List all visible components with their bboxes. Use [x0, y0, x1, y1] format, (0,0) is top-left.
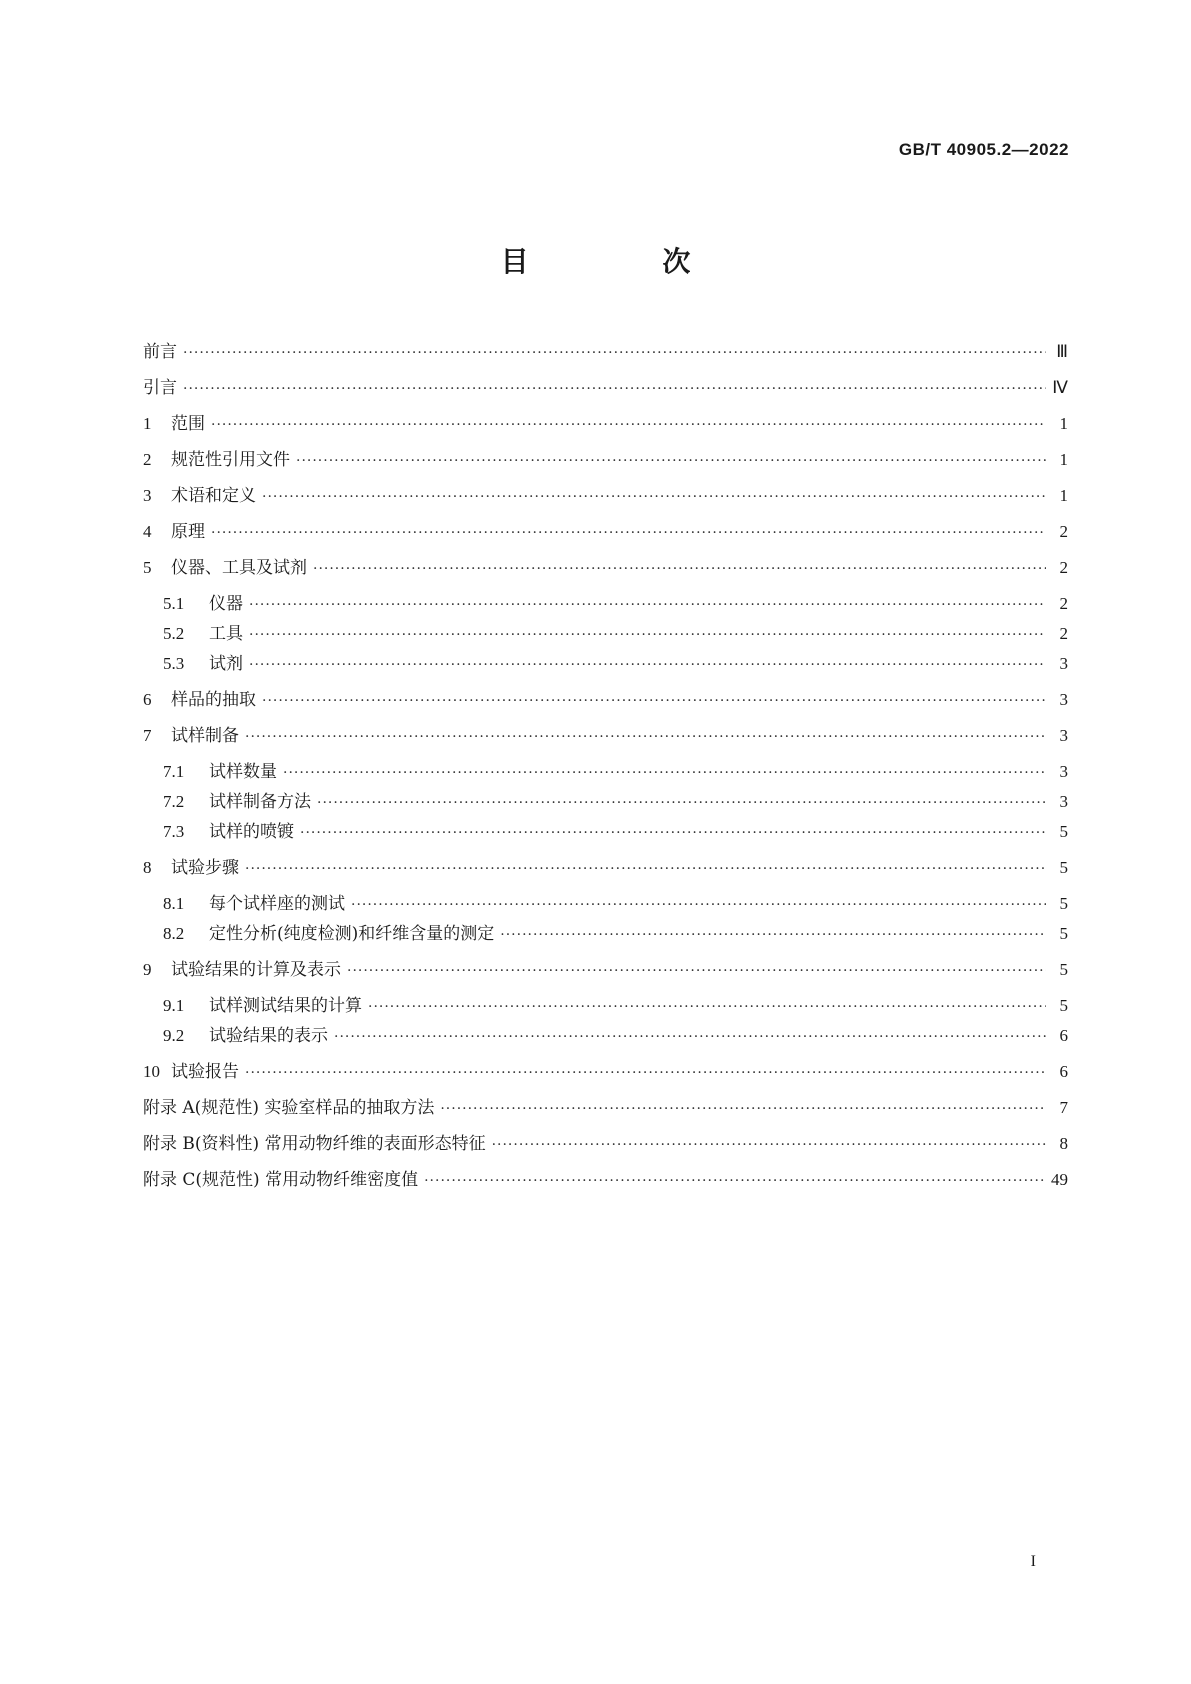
toc-entry-page: 3: [1059, 792, 1068, 811]
toc-entry-page: 3: [1059, 690, 1068, 709]
toc-entry-label: 附录 B(资料性) 常用动物纤维的表面形态特征: [143, 1134, 486, 1154]
toc-leader-dots: [245, 861, 1046, 877]
toc-entry-page: 2: [1059, 624, 1068, 643]
table-of-contents: [143, 337, 1068, 1195]
toc-entry-label: 试验步骤: [171, 858, 239, 878]
toc-entry[interactable]: [143, 1129, 1068, 1159]
toc-entry-number: 7: [143, 726, 152, 745]
toc-leader-dots: [440, 1101, 1046, 1117]
toc-entry-label: 原理: [171, 522, 205, 542]
toc-entry-label: 附录 C(规范性) 常用动物纤维密度值: [143, 1170, 419, 1190]
toc-title: 目 次: [500, 245, 753, 278]
footer-page-number: I: [1030, 1553, 1036, 1570]
toc-leader-dots: [262, 693, 1046, 709]
toc-entry-label: 试样测试结果的计算: [209, 996, 362, 1016]
toc-leader-dots: [300, 825, 1046, 841]
toc-leader-dots: [249, 657, 1046, 673]
toc-entry-page: 5: [1059, 960, 1068, 979]
toc-entry-number: 5.2: [163, 624, 185, 643]
toc-leader-dots: [347, 963, 1046, 979]
toc-entry-page: 3: [1059, 726, 1068, 745]
toc-entry-number: 9: [143, 960, 152, 979]
toc-leader-dots: [211, 525, 1046, 541]
toc-entry-page: 6: [1059, 1062, 1068, 1081]
toc-leader-dots: [296, 453, 1046, 469]
toc-entry-label: 前言: [143, 342, 177, 362]
toc-entry-label: 试样的喷镀: [209, 822, 294, 842]
toc-entry-number: 9.1: [163, 996, 185, 1015]
toc-entry[interactable]: [143, 955, 1068, 985]
toc-entry-page: 3: [1059, 762, 1068, 781]
toc-entry-label: 试验结果的计算及表示: [171, 960, 341, 980]
toc-entry[interactable]: [143, 337, 1068, 367]
toc-entry-page: 2: [1059, 558, 1068, 577]
toc-entry[interactable]: [143, 685, 1068, 715]
toc-leader-dots: [245, 1065, 1046, 1081]
toc-entry-label: 附录 A(规范性) 实验室样品的抽取方法: [143, 1098, 435, 1118]
toc-leader-dots: [245, 729, 1046, 745]
toc-leader-dots: [183, 345, 1046, 361]
toc-subentry[interactable]: [143, 889, 1068, 919]
toc-entry-page: 1: [1059, 486, 1068, 505]
toc-entry-page: 6: [1059, 1026, 1068, 1045]
document-code: GB/T 40905.2—2022: [898, 140, 1069, 159]
toc-entry[interactable]: [143, 553, 1068, 583]
toc-entry-number: 4: [143, 522, 152, 541]
toc-leader-dots: [313, 561, 1046, 577]
toc-entry-page: 2: [1059, 594, 1068, 613]
toc-entry-label: 每个试样座的测试: [209, 894, 345, 914]
toc-entry[interactable]: [143, 721, 1068, 751]
toc-entry-number: 7.2: [163, 792, 185, 811]
toc-entry-number: 8.1: [163, 894, 185, 913]
toc-subentry[interactable]: [143, 919, 1068, 949]
toc-entry-label: 仪器: [209, 594, 243, 614]
toc-entry-page: 5: [1059, 858, 1068, 877]
toc-entry-label: 规范性引用文件: [171, 450, 290, 470]
toc-entry-number: 8.2: [163, 924, 185, 943]
toc-subentry[interactable]: [143, 817, 1068, 847]
toc-entry-page: 8: [1059, 1134, 1068, 1153]
toc-entry[interactable]: [143, 1165, 1068, 1195]
toc-entry-page: Ⅲ: [1056, 342, 1068, 361]
toc-entry-number: 8: [143, 858, 152, 877]
toc-leader-dots: [424, 1173, 1045, 1189]
toc-subentry[interactable]: [143, 1021, 1068, 1051]
toc-entry-label: 工具: [209, 624, 243, 644]
toc-subentry[interactable]: [143, 649, 1068, 679]
toc-entry-number: 6: [143, 690, 152, 709]
toc-entry-label: 试验报告: [171, 1062, 239, 1082]
toc-entry-number: 7.3: [163, 822, 185, 841]
toc-entry[interactable]: [143, 1093, 1068, 1123]
toc-entry-number: 10: [143, 1062, 160, 1081]
toc-entry-number: 5.1: [163, 594, 185, 613]
toc-leader-dots: [351, 897, 1046, 913]
toc-entry-number: 5: [143, 558, 152, 577]
toc-entry-page: 1: [1059, 414, 1068, 433]
toc-entry-page: Ⅳ: [1052, 378, 1068, 397]
toc-entry-label: 仪器、工具及试剂: [171, 558, 307, 578]
toc-entry[interactable]: [143, 373, 1068, 403]
toc-entry-number: 5.3: [163, 654, 185, 673]
toc-leader-dots: [249, 597, 1046, 613]
toc-entry-number: 2: [143, 450, 152, 469]
toc-leader-dots: [500, 927, 1046, 943]
toc-entry[interactable]: [143, 445, 1068, 475]
toc-entry[interactable]: [143, 517, 1068, 547]
toc-leader-dots: [262, 489, 1046, 505]
toc-entry-label: 范围: [171, 414, 205, 434]
toc-entry-page: 3: [1059, 654, 1068, 673]
toc-entry[interactable]: [143, 1057, 1068, 1087]
toc-entry-page: 2: [1059, 522, 1068, 541]
toc-entry-page: 1: [1059, 450, 1068, 469]
toc-leader-dots: [183, 381, 1046, 397]
toc-subentry[interactable]: [143, 787, 1068, 817]
toc-entry-page: 5: [1059, 894, 1068, 913]
toc-entry-number: 3: [143, 486, 152, 505]
toc-entry-number: 7.1: [163, 762, 185, 781]
toc-entry-label: 试验结果的表示: [209, 1026, 328, 1046]
toc-entry-label: 试样制备: [171, 726, 239, 746]
toc-entry[interactable]: [143, 853, 1068, 883]
toc-entry-page: 5: [1059, 996, 1068, 1015]
toc-leader-dots: [283, 765, 1046, 781]
toc-leader-dots: [249, 627, 1046, 643]
toc-entry-label: 引言: [143, 378, 177, 398]
toc-entry-label: 试剂: [209, 654, 243, 674]
toc-subentry[interactable]: [143, 757, 1068, 787]
toc-leader-dots: [334, 1029, 1046, 1045]
toc-entry-number: 9.2: [163, 1026, 185, 1045]
toc-entry[interactable]: [143, 409, 1068, 439]
toc-subentry[interactable]: [143, 991, 1068, 1021]
toc-subentry[interactable]: [143, 619, 1068, 649]
toc-entry-label: 定性分析(纯度检测)和纤维含量的测定: [209, 924, 495, 944]
toc-entry[interactable]: [143, 481, 1068, 511]
toc-entry-page: 5: [1059, 822, 1068, 841]
toc-leader-dots: [317, 795, 1046, 811]
toc-entry-page: 5: [1059, 924, 1068, 943]
toc-entry-page: 7: [1059, 1098, 1068, 1117]
toc-subentry[interactable]: [143, 589, 1068, 619]
toc-entry-page: 49: [1051, 1170, 1068, 1189]
toc-entry-label: 试样制备方法: [209, 792, 311, 812]
toc-leader-dots: [368, 999, 1046, 1015]
toc-leader-dots: [211, 417, 1046, 433]
toc-entry-label: 样品的抽取: [171, 690, 256, 710]
toc-entry-number: 1: [143, 414, 152, 433]
toc-entry-label: 试样数量: [209, 762, 277, 782]
toc-leader-dots: [492, 1137, 1046, 1153]
toc-entry-label: 术语和定义: [171, 486, 256, 506]
